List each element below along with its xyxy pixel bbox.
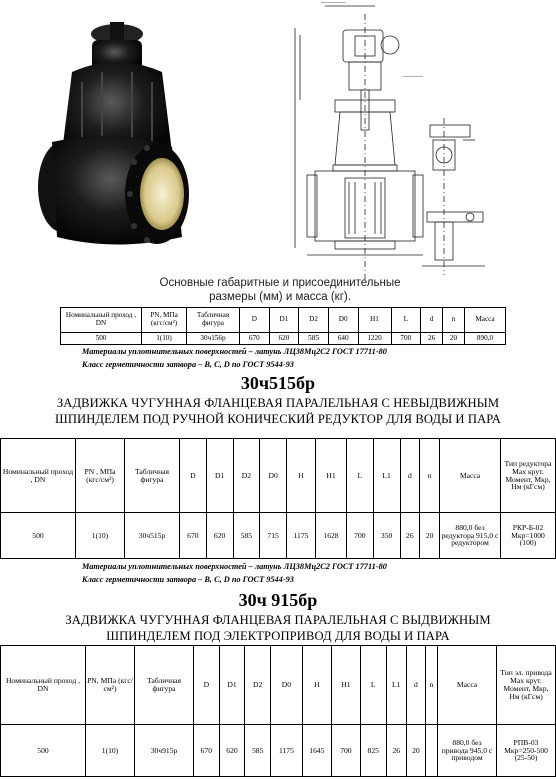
table-cell: 26 [421,333,443,345]
heading-line-1: ЗАДВИЖКА ЧУГУННАЯ ФЛАНЦЕВАЯ ПАРАЛЕЛЬНАЯ С ВЫДВИЖНЫМ [65,613,491,627]
table-cell: 1628 [316,513,347,559]
table-header-cell: n [443,308,465,333]
table-header-cell: H1 [316,439,347,513]
table-cell: 1(10) [86,725,135,777]
table-cell: 700 [391,333,421,345]
table-cell: 30ч156р [187,333,240,345]
table-header-cell: D1 [206,439,233,513]
table-row [1,513,556,559]
table-cell: 825 [360,725,386,777]
table-header-cell: D2 [245,646,271,725]
table-header-cell: Масса [465,308,506,333]
table-header-cell: L1 [373,439,400,513]
table-cell: 715 [260,513,287,559]
table-header-cell: D0 [270,646,302,725]
table-cell: 1(10) [142,333,187,345]
table-header-row [1,646,556,725]
tightness-note-1: Класс герметичности затвора – В, С, D по ГОСТ 9544-93 [82,360,294,369]
table-cell: 620 [206,513,233,559]
table-cell: 20 [420,513,440,559]
table-header-cell: d [406,646,425,725]
table-header-cell: Масса [440,439,501,513]
table-header-cell: Масса [438,646,497,725]
svg-text:‾‾‾‾‾‾‾‾‾‾: ‾‾‾‾‾‾‾‾‾‾ [321,2,346,8]
model-title-30ch515br: 30ч515бр [240,373,316,393]
table-cell: 670 [240,333,270,345]
table-cell: РКР-Б-02 Мкр=1000 (100) [501,513,556,559]
table-cell: 620 [269,333,299,345]
table-cell: 20 [406,725,425,777]
table-cell: РПВ-03 Мкр=250-500 (25-50) [497,725,556,777]
table-header-cell: H [287,439,316,513]
table-header-cell: Табличная фигура [187,308,240,333]
table-cell: 700 [331,725,360,777]
table-header-cell: d [400,439,420,513]
svg-text:‾‾‾‾‾‾‾‾: ‾‾‾‾‾‾‾‾ [403,76,423,82]
table-header-cell: L [360,646,386,725]
table-header-cell: Номинальный проход , DN [1,439,76,513]
dimensions-caption [130,277,430,305]
table-cell: 880,0 без привода 945,0 с приводом [438,725,497,777]
table-header-cell: L1 [386,646,406,725]
table-header-cell: Табличная фигура [125,439,180,513]
materials-note-1: Материалы уплотнительных поверхностей – латунь ЛЦ38Мц2С2 ГОСТ 17711-80 [82,347,387,356]
table-cell [425,725,437,777]
table-row [1,725,556,777]
table-header-cell: D1 [269,308,299,333]
table-header-cell: Тип эл. привода Мах крут. Момент, Мкр, Нм (кГсм) [497,646,556,725]
table-row [61,333,506,345]
heading-line-2: ШПИНДЕЛЕМ ПОД ЭЛЕКТРОПРИВОД ДЛЯ ВОДЫ И ПАРА [106,628,450,643]
tightness-note-2: Класс герметичности затвора – В, С, D по ГОСТ 9544-93 [82,575,294,584]
table-cell: 890,0 [465,333,506,345]
table-cell: 26 [386,725,406,777]
table-cell: 1(10) [76,513,125,559]
technical-drawing [285,0,556,282]
table-header-cell: Номинальный проход , DN [61,308,142,333]
table-cell: 500 [61,333,142,345]
table-header-cell: n [420,439,440,513]
table-header-cell: D [194,646,220,725]
table-header-row [1,439,556,513]
caption-line-1: Основные габаритные и присоединительные [159,277,401,289]
table-header-cell: Тип редуктора Мах крут. Момент, Мкр, Нм (кГсм) [501,439,556,513]
table-header-cell: D2 [233,439,260,513]
table-cell: 585 [233,513,260,559]
table-cell: 620 [219,725,245,777]
table-cell: 670 [194,725,220,777]
table-header-cell: D0 [328,308,358,333]
table-cell: 500 [1,725,86,777]
table-header-cell: n [425,646,437,725]
table-header-cell: D [180,439,207,513]
table-header-cell: H [302,646,331,725]
model-title-30ch915br: 30ч 915бр [238,590,318,610]
heading-line-1: ЗАДВИЖКА ЧУГУННАЯ ФЛАНЦЕВАЯ ПАРАЛЕЛЬНАЯ С НЕВЫДВИЖНЫМ [56,396,500,410]
table-cell: 500 [1,513,76,559]
table-header-cell: H1 [358,308,391,333]
caption-line-2: размеры (мм) и масса (кг). [209,290,351,303]
table-cell: 1645 [302,725,331,777]
table-cell: 700 [347,513,374,559]
table-cell: 1175 [270,725,302,777]
table-cell: 880,0 без редуктора 915,0 с редуктором [440,513,501,559]
materials-note-2: Материалы уплотнительных поверхностей – латунь ЛЦ38Мц2С2 ГОСТ 17711-80 [82,562,387,571]
section-heading-30ch915br [0,613,556,644]
table-header-cell: Табличная фигура [135,646,194,725]
table-cell: 1220 [358,333,391,345]
table-cell: 20 [443,333,465,345]
table-cell: 26 [400,513,420,559]
table-header-cell: PN , МПа (кгс/см²) [76,439,125,513]
table-cell: 640 [328,333,358,345]
table-cell: 350 [373,513,400,559]
table-header-cell: PN, МПа (кгс/см²) [86,646,135,725]
table-cell: 1175 [287,513,316,559]
table-cell: 30ч915р [135,725,194,777]
table-cell: 670 [180,513,207,559]
table-header-row [61,308,506,333]
table-header-cell: Номинальный проход , DN [1,646,86,725]
table-header-cell: D [240,308,270,333]
table-header-cell: L [347,439,374,513]
table-cell: 30ч515р [125,513,180,559]
valve-photo [22,12,192,262]
table-header-cell: H1 [331,646,360,725]
section-heading-30ch515br [0,396,556,427]
dimensions-table-30ch515r [0,438,556,559]
dimensions-table-30ch156r [60,307,506,345]
table-header-cell: D1 [219,646,245,725]
dimensions-table-30ch915r [0,645,556,777]
table-header-cell: d [421,308,443,333]
heading-line-2: ШПИНДЕЛЕМ ПОД РУЧНОЙ КОНИЧЕСКИЙ РЕДУКТОР ДЛЯ ВОДЫ И ПАРА [55,411,501,426]
table-cell: 585 [299,333,329,345]
table-header-cell: D2 [299,308,329,333]
table-header-cell: D0 [260,439,287,513]
table-cell: 585 [245,725,271,777]
table-header-cell: L [391,308,421,333]
table-header-cell: PN, МПа (кгс/см²) [142,308,187,333]
